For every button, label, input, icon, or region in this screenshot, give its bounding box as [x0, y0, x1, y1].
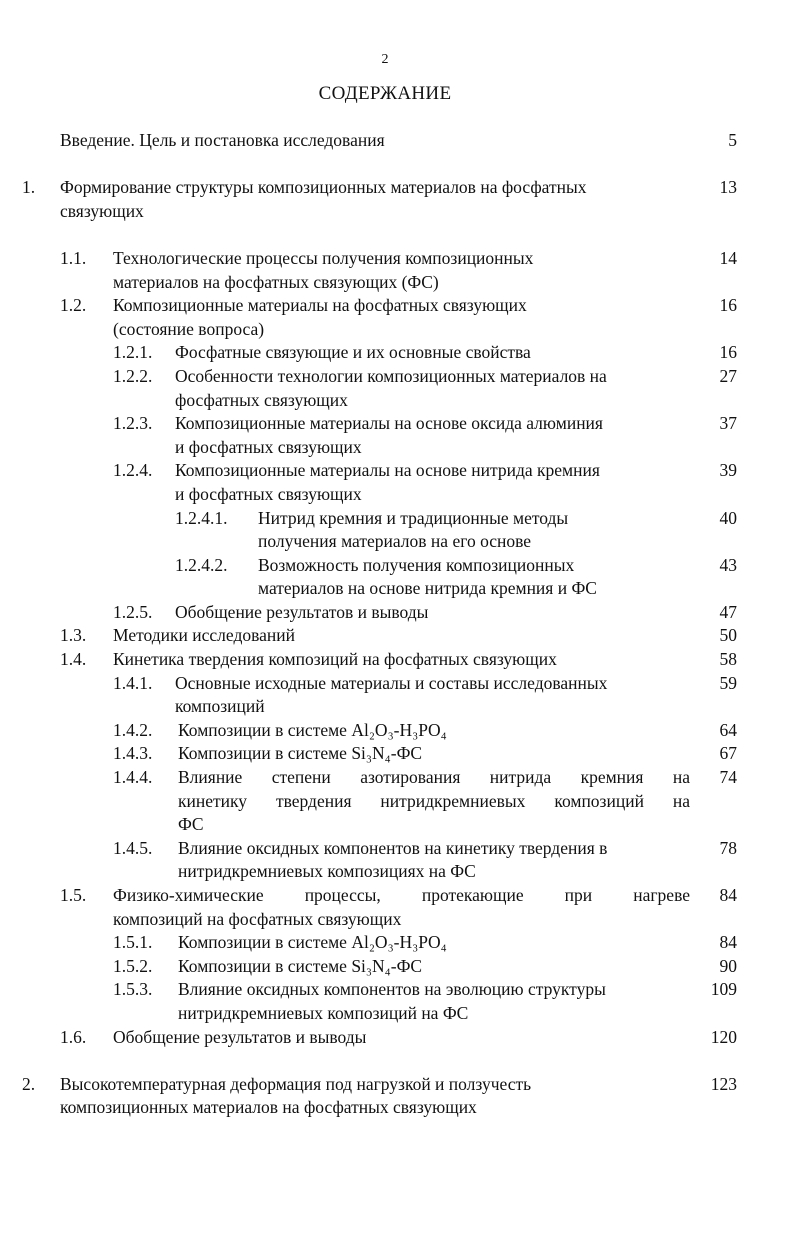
- toc-entry-line: композиций на фосфатных связующих: [113, 908, 402, 929]
- toc-entry-title: [60, 176, 690, 223]
- toc-entry-page: 5: [728, 130, 737, 150]
- toc-entry-line: Физико-химические процессы, протекающие при нагреве: [113, 885, 690, 905]
- toc-entry: [0, 648, 796, 672]
- toc-entry-line: Введение. Цель и постановка исследования: [60, 130, 385, 150]
- toc-entry-line: фосфатных связующих: [175, 389, 348, 410]
- toc-entry-number: 1.4.4.: [113, 767, 153, 788]
- toc-entry-page: 16: [719, 342, 737, 363]
- toc-entry: [0, 294, 796, 341]
- toc-entry-title: [178, 719, 690, 743]
- toc-entry-number: 1.2.1.: [113, 342, 153, 363]
- toc-entry-page: 90: [719, 955, 737, 976]
- toc-entry-number: 1.2.: [60, 295, 87, 316]
- toc-entry-line: нитридкремниевых композициях на ФС: [178, 861, 476, 882]
- toc-entry: [0, 459, 796, 506]
- toc-entry-line: Влияние оксидных компонентов на эволюцию структуры: [178, 979, 606, 1000]
- toc-entry-title: [175, 412, 690, 459]
- toc-entry-number: 1.1.: [60, 247, 87, 268]
- toc-entry: [0, 601, 796, 625]
- toc-entry: [0, 554, 796, 601]
- toc-entry-page: 67: [719, 743, 737, 764]
- toc-entry-line: кинетику твердения нитридкремниевых композиций на: [178, 790, 690, 811]
- toc-entry-number: 1.5.2.: [113, 955, 153, 976]
- toc-entry-page: 27: [719, 365, 737, 386]
- toc-entry: [0, 1026, 796, 1050]
- toc-entry: [0, 672, 796, 719]
- toc-entry-line: Композиции в системе Si₃N₄-ФС: [178, 955, 423, 976]
- toc-entry: [0, 884, 796, 931]
- toc-entry-number: 1.2.4.2.: [175, 554, 228, 575]
- toc-entry-page: 64: [719, 719, 737, 740]
- toc-entry: [0, 176, 796, 223]
- toc-entry-title: [113, 648, 690, 672]
- toc-entry-line: получения материалов на его основе: [258, 531, 532, 552]
- toc-entry-line: Композиционные материалы на основе нитрида кремния: [175, 460, 600, 481]
- toc-entry-page: 59: [719, 672, 737, 693]
- toc-entry-line: Композиции в системе Si₃N₄-ФС: [178, 743, 423, 764]
- toc-entry-title: [113, 1026, 690, 1050]
- toc-entry-number: 1.3.: [60, 625, 87, 646]
- toc-entry: [0, 412, 796, 459]
- toc-entry-title: [178, 837, 690, 884]
- toc-entry-title: [113, 624, 690, 648]
- toc-entry-page: 74: [719, 767, 737, 788]
- toc-entry-title: [258, 554, 690, 601]
- toc-entry-line: Кинетика твердения композиций на фосфатных связующих: [113, 649, 557, 670]
- toc-entry-number: 1.4.: [60, 649, 87, 670]
- toc-entry: [0, 955, 796, 979]
- toc-entry-title: [178, 742, 690, 766]
- toc-entry-title: [175, 459, 690, 506]
- toc-entry: [0, 1073, 796, 1120]
- toc-entry-line: композиционных материалов на фосфатных связующих: [60, 1097, 477, 1118]
- toc-entry-number: 1.2.5.: [113, 601, 153, 622]
- toc-entry-number: 1.4.1.: [113, 672, 153, 693]
- toc-entry-title: [178, 978, 690, 1025]
- toc-entry-page: 16: [719, 295, 737, 316]
- toc-entry-number: 1.6.: [60, 1026, 87, 1047]
- page-title: СОДЕРЖАНИЕ: [318, 83, 452, 104]
- toc-entry-number: 1.2.2.: [113, 365, 153, 386]
- toc-entry-number: 1.: [22, 177, 36, 198]
- toc-entry-line: Основные исходные материалы и составы исследованных: [175, 672, 608, 693]
- toc-entry-page: 39: [719, 460, 737, 481]
- toc-entry-line: Высокотемпературная деформация под нагрузкой и ползучесть: [60, 1073, 532, 1094]
- toc-entry-line: и фосфатных связующих: [175, 436, 362, 457]
- page-number: 2: [381, 52, 389, 67]
- toc-entry-line: Формирование структуры композиционных материалов на фосфатных: [60, 177, 587, 198]
- toc-entry-number: 1.5.: [60, 885, 87, 905]
- toc-entry-page: 50: [719, 625, 737, 646]
- toc-entry-page: 14: [719, 247, 737, 268]
- toc-entry-line: Возможность получения композиционных: [258, 554, 575, 575]
- toc-entry: [0, 978, 796, 1025]
- toc-entry-line: (состояние вопроса): [113, 318, 265, 339]
- toc-entry-line: материалов на фосфатных связующих (ФС): [113, 271, 439, 292]
- toc-entry-title: [60, 1073, 690, 1120]
- toc-entry-line: и фосфатных связующих: [175, 483, 362, 504]
- toc-entry-number: 1.4.3.: [113, 743, 153, 764]
- toc-entry-title: [175, 341, 690, 365]
- toc-entry-page: 84: [719, 932, 737, 953]
- toc-entry-title: [113, 247, 690, 294]
- toc-entry-title: [178, 766, 690, 837]
- toc-entry-page: 37: [719, 413, 737, 434]
- toc-entry: [0, 129, 796, 153]
- toc-entry: [0, 719, 796, 743]
- spacer: [0, 223, 796, 247]
- toc-entry-title: [175, 672, 690, 719]
- toc-entry-line: Композиционные материалы на основе оксида алюминия: [175, 413, 603, 434]
- toc-entry-line: Обобщение результатов и выводы: [113, 1026, 367, 1047]
- toc-entry: [0, 507, 796, 554]
- toc-entry-page: 43: [719, 554, 737, 575]
- toc-entry: [0, 247, 796, 294]
- toc-entry-line: Обобщение результатов и выводы: [175, 601, 429, 622]
- toc-entry-number: 1.4.2.: [113, 719, 153, 740]
- toc-entry-line: Фосфатные связующие и их основные свойства: [175, 342, 531, 363]
- toc-entry-title: [258, 507, 690, 554]
- toc-entry-title: [60, 129, 796, 153]
- toc-entry-number: 1.2.4.: [113, 460, 153, 481]
- toc-entry-number: 1.4.5.: [113, 837, 153, 858]
- toc-entry: [0, 837, 796, 884]
- toc-entry-line: Влияние оксидных компонентов на кинетику твердения в: [178, 837, 608, 858]
- toc-entry-page: 120: [710, 1026, 737, 1047]
- toc-entry-line: композиций: [175, 696, 265, 717]
- toc-entry: [0, 365, 796, 412]
- toc-entry-page: 40: [719, 507, 737, 528]
- toc-entry-page: 109: [710, 979, 737, 1000]
- toc-entry-number: 1.5.3.: [113, 979, 153, 1000]
- toc-entry-line: ФС: [178, 814, 204, 835]
- toc-entry-line: Технологические процессы получения композиционных: [113, 247, 534, 268]
- toc-entry-title: [175, 365, 690, 412]
- toc-entry: [0, 931, 796, 955]
- toc-entry-page: 84: [719, 885, 737, 905]
- toc-entry-number: 1.5.1.: [113, 932, 153, 953]
- toc-entry-page: 78: [719, 837, 737, 858]
- toc-entry: [0, 766, 796, 837]
- toc-entry: [0, 341, 796, 365]
- toc-entry-line: Композиции в системе Al₂O₃-H₃PO₄: [178, 932, 447, 953]
- toc-entry-page: 123: [710, 1073, 737, 1094]
- toc-entry-line: Нитрид кремния и традиционные методы: [258, 507, 569, 528]
- toc-entry-title: [178, 931, 690, 955]
- toc-entry-title: [175, 601, 690, 625]
- toc-entry-number: 2.: [22, 1073, 36, 1094]
- toc-entry-page: 58: [719, 649, 737, 670]
- toc-entry: [0, 624, 796, 648]
- toc-entry-line: Методики исследований: [113, 625, 295, 646]
- spacer: [0, 153, 796, 177]
- toc-entry: [0, 742, 796, 766]
- table-of-contents: [0, 129, 796, 1120]
- toc-entry-title: [113, 294, 690, 341]
- toc-entry-number: 1.2.3.: [113, 413, 153, 434]
- toc-entry-line: Влияние степени азотирования нитрида кремния на: [178, 767, 690, 788]
- toc-entry-line: Композиционные материалы на фосфатных связующих: [113, 295, 527, 316]
- toc-entry-line: Композиции в системе Al₂O₃-H₃PO₄: [178, 719, 447, 740]
- spacer: [0, 1049, 796, 1073]
- toc-entry-page: 13: [719, 177, 737, 198]
- toc-entry-number: 1.2.4.1.: [175, 507, 228, 528]
- toc-entry-line: нитридкремниевых композиций на ФС: [178, 1002, 469, 1023]
- toc-entry-line: Особенности технологии композиционных материалов на: [175, 365, 607, 386]
- toc-entry-title: [113, 884, 690, 931]
- toc-entry-line: связующих: [60, 200, 144, 221]
- toc-entry-page: 47: [719, 601, 737, 622]
- toc-entry-line: материалов на основе нитрида кремния и ФС: [258, 578, 597, 599]
- toc-entry-title: [178, 955, 690, 979]
